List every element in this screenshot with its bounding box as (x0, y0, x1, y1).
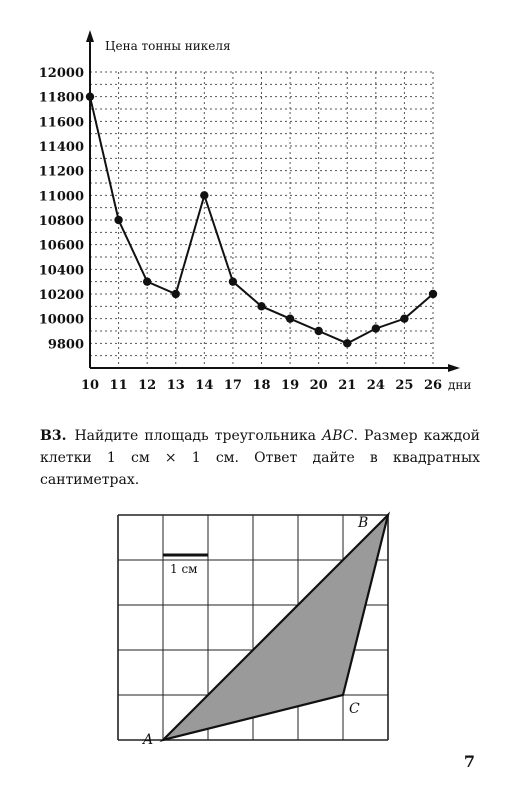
data-point (314, 327, 322, 335)
x-tick-label: 21 (338, 378, 357, 393)
data-point (286, 314, 294, 322)
data-point (257, 302, 265, 310)
data-point (200, 191, 208, 199)
y-axis-arrow (86, 30, 94, 42)
y-tick-label: 10600 (38, 238, 84, 254)
x-axis-title: дни (448, 378, 472, 392)
data-point (372, 324, 380, 332)
x-tick-label: 10 (80, 378, 100, 393)
page-number: 7 (463, 752, 475, 771)
vertex-label-a: A (143, 732, 154, 748)
y-tick-label: 11400 (38, 140, 84, 155)
vertex-label-c: C (349, 701, 360, 717)
x-tick-label: 19 (281, 378, 300, 393)
x-tick-label: 17 (223, 378, 242, 393)
problem-text-before: Найдите площадь треугольника (74, 428, 317, 444)
y-tick-label: 11600 (38, 115, 84, 131)
data-point (172, 290, 180, 298)
data-point (400, 314, 408, 322)
data-point (86, 92, 94, 100)
data-point (114, 216, 122, 224)
y-tick-label: 10000 (38, 312, 84, 328)
y-tick-label: 10400 (38, 263, 84, 279)
x-tick-label: 18 (252, 378, 271, 393)
x-tick-label: 12 (138, 378, 157, 393)
problem-text-after: . Размер каждой клетки 1 см × 1 см. Ответ дайте в квадратных сантиметрах. (40, 428, 481, 488)
x-tick-label: 14 (195, 378, 214, 393)
x-tick-label: 13 (166, 378, 185, 393)
problem-number: В3. (40, 428, 67, 444)
y-tick-label: 10200 (38, 288, 84, 303)
chart-labels (39, 66, 442, 393)
y-tick-label: 11200 (38, 164, 84, 180)
x-tick-label: 26 (423, 378, 443, 393)
triangle-name: ABC (322, 428, 354, 444)
y-tick-label: 11000 (38, 189, 84, 205)
y-tick-label: 12000 (38, 66, 84, 81)
data-point (229, 277, 237, 285)
vertex-label-b: B (358, 515, 369, 531)
y-tick-label: 10800 (38, 214, 84, 229)
x-tick-label: 25 (395, 378, 414, 393)
x-tick-label: 20 (309, 378, 328, 393)
data-point (429, 290, 437, 298)
x-tick-label: 11 (109, 378, 128, 393)
x-axis-arrow (448, 364, 460, 372)
y-axis-title: Цена тонны никеля (105, 39, 231, 53)
y-tick-label: 11800 (38, 90, 84, 106)
chart-grid (90, 72, 433, 368)
problem-b3 (40, 425, 480, 491)
scale-label: 1 см (170, 562, 198, 576)
triangle-figure (0, 505, 515, 750)
data-point (143, 277, 151, 285)
data-point (343, 339, 351, 347)
x-tick-label: 24 (366, 378, 385, 393)
y-tick-label: 9800 (47, 337, 84, 353)
